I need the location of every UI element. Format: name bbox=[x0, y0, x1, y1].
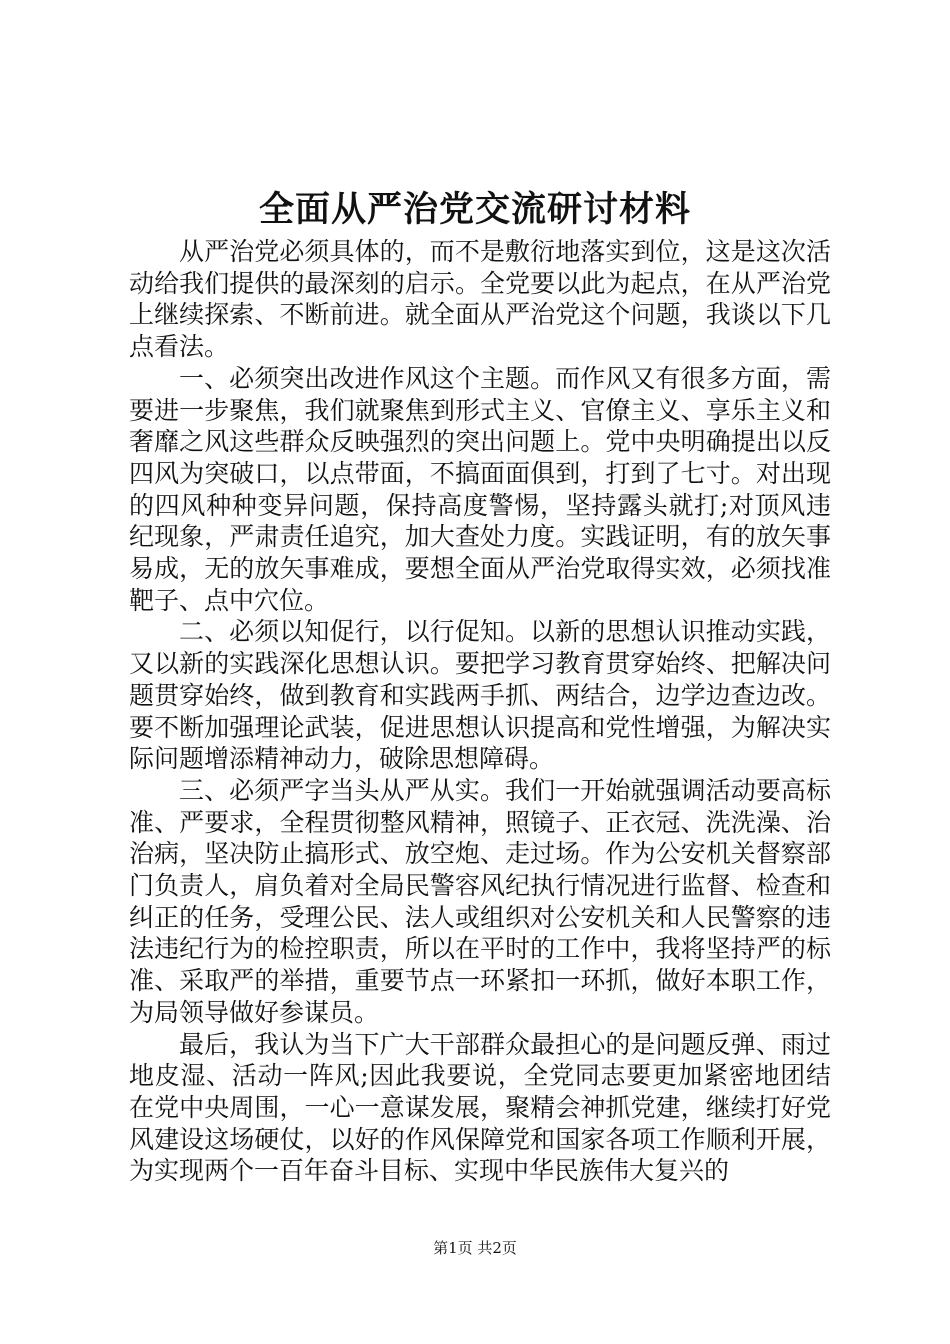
document-title: 全面从严治党交流研讨材料 bbox=[258, 189, 691, 230]
paragraph-intro: 从严治党必须具体的，而不是敷衍地落实到位，这是这次活动给我们提供的最深刻的启示。全党要以此为起点，在从严治党上继续探索、不断前进。就全面从严治党这个问题，我谈以下几点看法。 bbox=[129, 237, 831, 362]
paragraph-point-one: 一、必须突出改进作风这个主题。而作风又有很多方面，需要进一步聚焦，我们就聚焦到形式主义、官僚主义、享乐主义和奢靡之风这些群众反映强烈的突出问题上。党中央明确提出以反四风为突破口，以点带面，不搞面面俱到，打到了七寸。对出现的四风种种变异问题，保持高度警惕，坚持露头就打;对顶风违纪现象，严肃责任追究，加大查处力度。实践证明，有的放矢事易成，无的放矢事难成，要想全面从严治党取得实效，必须找准靶子、点中穴位。 bbox=[129, 363, 831, 615]
document-body bbox=[129, 236, 831, 1187]
paragraph-point-two: 二、必须以知促行，以行促知。以新的思想认识推动实践，又以新的实践深化思想认识。要把学习教育贯穿始终、把解决问题贯穿始终，做到教育和实践两手抓、两结合，边学边查边改。要不断加强理论武装，促进思想认识提高和党性增强，为解决实际问题增添精神动力，破除思想障碍。 bbox=[129, 617, 831, 774]
paragraph-point-three: 三、必须严字当头从严从实。我们一开始就强调活动要高标准、严要求，全程贯彻整风精神，照镜子、正衣冠、洗洗澡、治治病，坚决防止搞形式、放空炮、走过场。作为公安机关督察部门负责人，肩负着对全局民警容风纪执行情况进行监督、检查和纠正的任务，受理公民、法人或组织对公安机关和人民警察的违法违纪行为的检控职责，所以在平时的工作中，我将坚持严的标准、采取严的举措，重要节点一环紧扣一环抓，做好本职工作，为局领导做好参谋员。 bbox=[129, 775, 831, 1027]
page-number-footer: 第1页 共2页 bbox=[433, 1239, 517, 1257]
paragraph-conclusion: 最后，我认为当下广大干部群众最担心的是问题反弹、雨过地皮湿、活动一阵风;因此我要说，全党同志要更加紧密地团结在党中央周围，一心一意谋发展，聚精会神抓党建，继续打好党风建设这场硬仗，以好的作风保障党和国家各项工作顺利开展，为实现两个一百年奋斗目标、实现中华民族伟大复兴的 bbox=[129, 1029, 831, 1186]
